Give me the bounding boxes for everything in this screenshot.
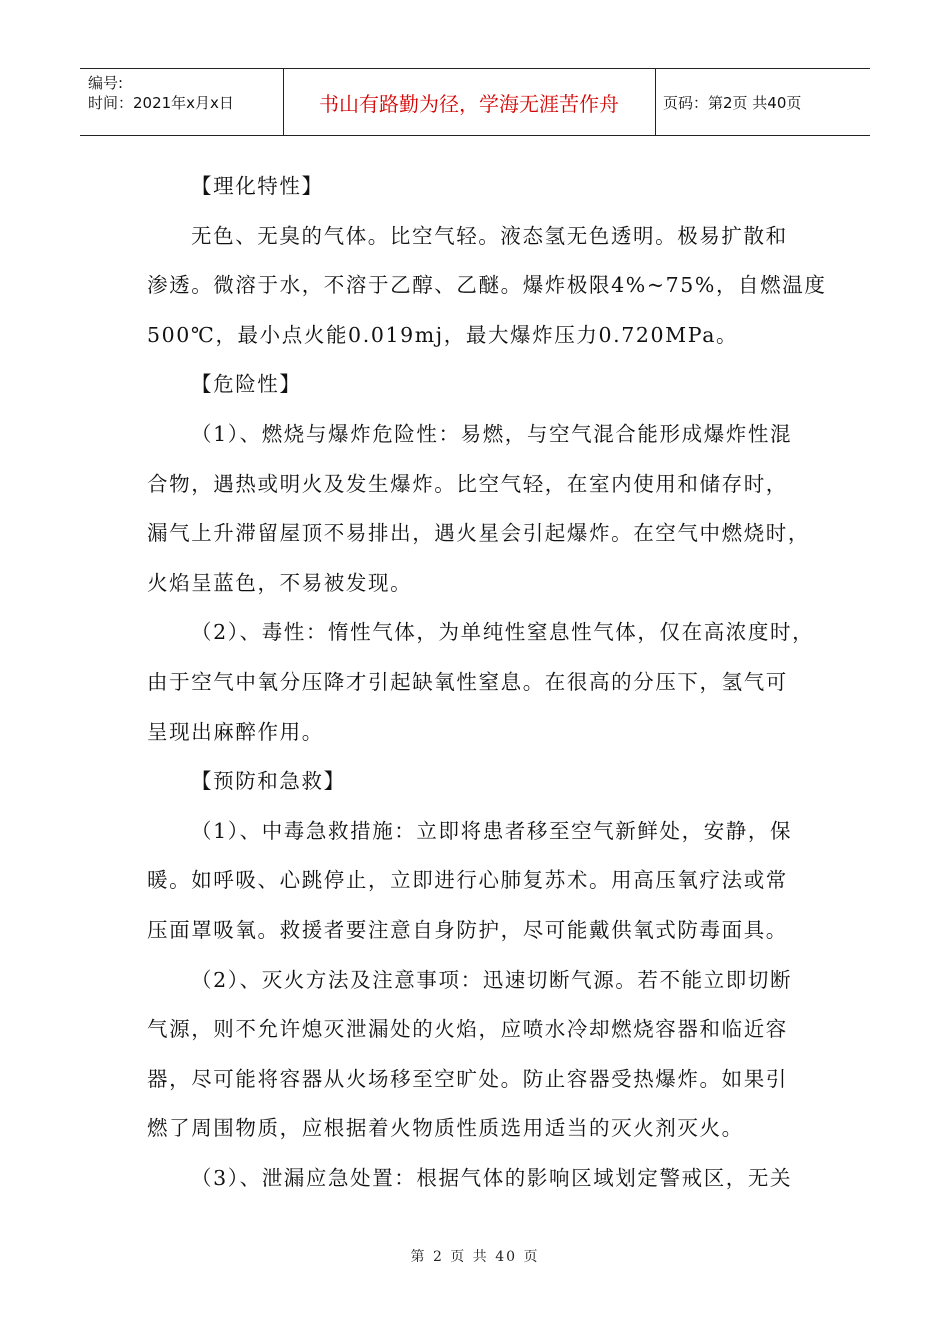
header-meta: [88, 73, 278, 113]
section-heading-hazards: 【危险性】: [191, 372, 302, 397]
paragraph-line: 渗透。微溶于水，不溶于乙醇、乙醚。爆炸极限4%~75%，自燃温度: [147, 273, 827, 298]
paragraph-line: 漏气上升滞留屋顶不易排出，遇火星会引起爆炸。在空气中燃烧时，: [147, 521, 810, 546]
paragraph-line: （2）、灭火方法及注意事项：迅速切断气源。若不能立即切断: [191, 967, 793, 992]
paragraph-line: （3）、泄漏应急处置：根据气体的影响区域划定警戒区，无关: [191, 1165, 793, 1190]
paragraph-line: （1）、中毒急救措施：立即将患者移至空气新鲜处，安静，保: [191, 818, 793, 843]
page-footer: 第 2 页 共 40 页: [410, 1249, 540, 1265]
paragraph-line: 合物，遇热或明火及发生爆炸。比空气轻，在室内使用和储存时，: [147, 471, 788, 496]
paragraph-line: 呈现出麻醉作用。: [147, 719, 324, 744]
paragraph-line: 500℃，最小点火能0.019mj，最大爆炸压力0.720MPa。: [147, 322, 739, 347]
paragraph-line: 压面罩吸氧。救援者要注意自身防护，尽可能戴供氧式防毒面具。: [147, 917, 788, 942]
section-heading-properties: 【理化特性】: [191, 174, 324, 198]
header-page-info: 页码：第2页 共40页: [663, 93, 802, 112]
paragraph-line: 由于空气中氧分压降才引起缺氧性窒息。在很高的分压下，氢气可: [147, 669, 788, 694]
section-heading-prevention: 【预防和急救】: [191, 769, 346, 794]
paragraph-line: 气源，则不允许熄灭泄漏处的火焰，应喷水冷却燃烧容器和临近容: [147, 1017, 788, 1042]
paragraph-line: 火焰呈蓝色，不易被发现。: [147, 570, 413, 595]
paragraph-line: 无色、无臭的气体。比空气轻。液态氢无色透明。极易扩散和: [191, 223, 788, 248]
paragraph-line: 暖。如呼吸、心跳停止，立即进行心肺复苏术。用高压氧疗法或常: [147, 868, 788, 893]
header-divider-right: [655, 69, 656, 135]
paragraph-line: （2）、毒性：惰性气体，为单纯性窒息性气体，仅在高浓度时，: [191, 620, 815, 645]
page-header: [80, 68, 870, 136]
header-motto: 书山有路勤为径，学海无涯苦作舟: [319, 91, 619, 116]
document-number-label: 编号:: [88, 74, 124, 92]
paragraph-line: （1）、燃烧与爆炸危险性：易燃，与空气混合能形成爆炸性混: [191, 421, 793, 446]
paragraph-line: 器，尽可能将容器从火场移至空旷处。防止容器受热爆炸。如果引: [147, 1066, 788, 1091]
document-time-label: 时间：2021年x月x日: [88, 94, 234, 112]
document-body: [147, 162, 827, 1203]
paragraph-line: 燃了周围物质，应根据着火物质性质选用适当的灭火剂灭火。: [147, 1116, 744, 1141]
